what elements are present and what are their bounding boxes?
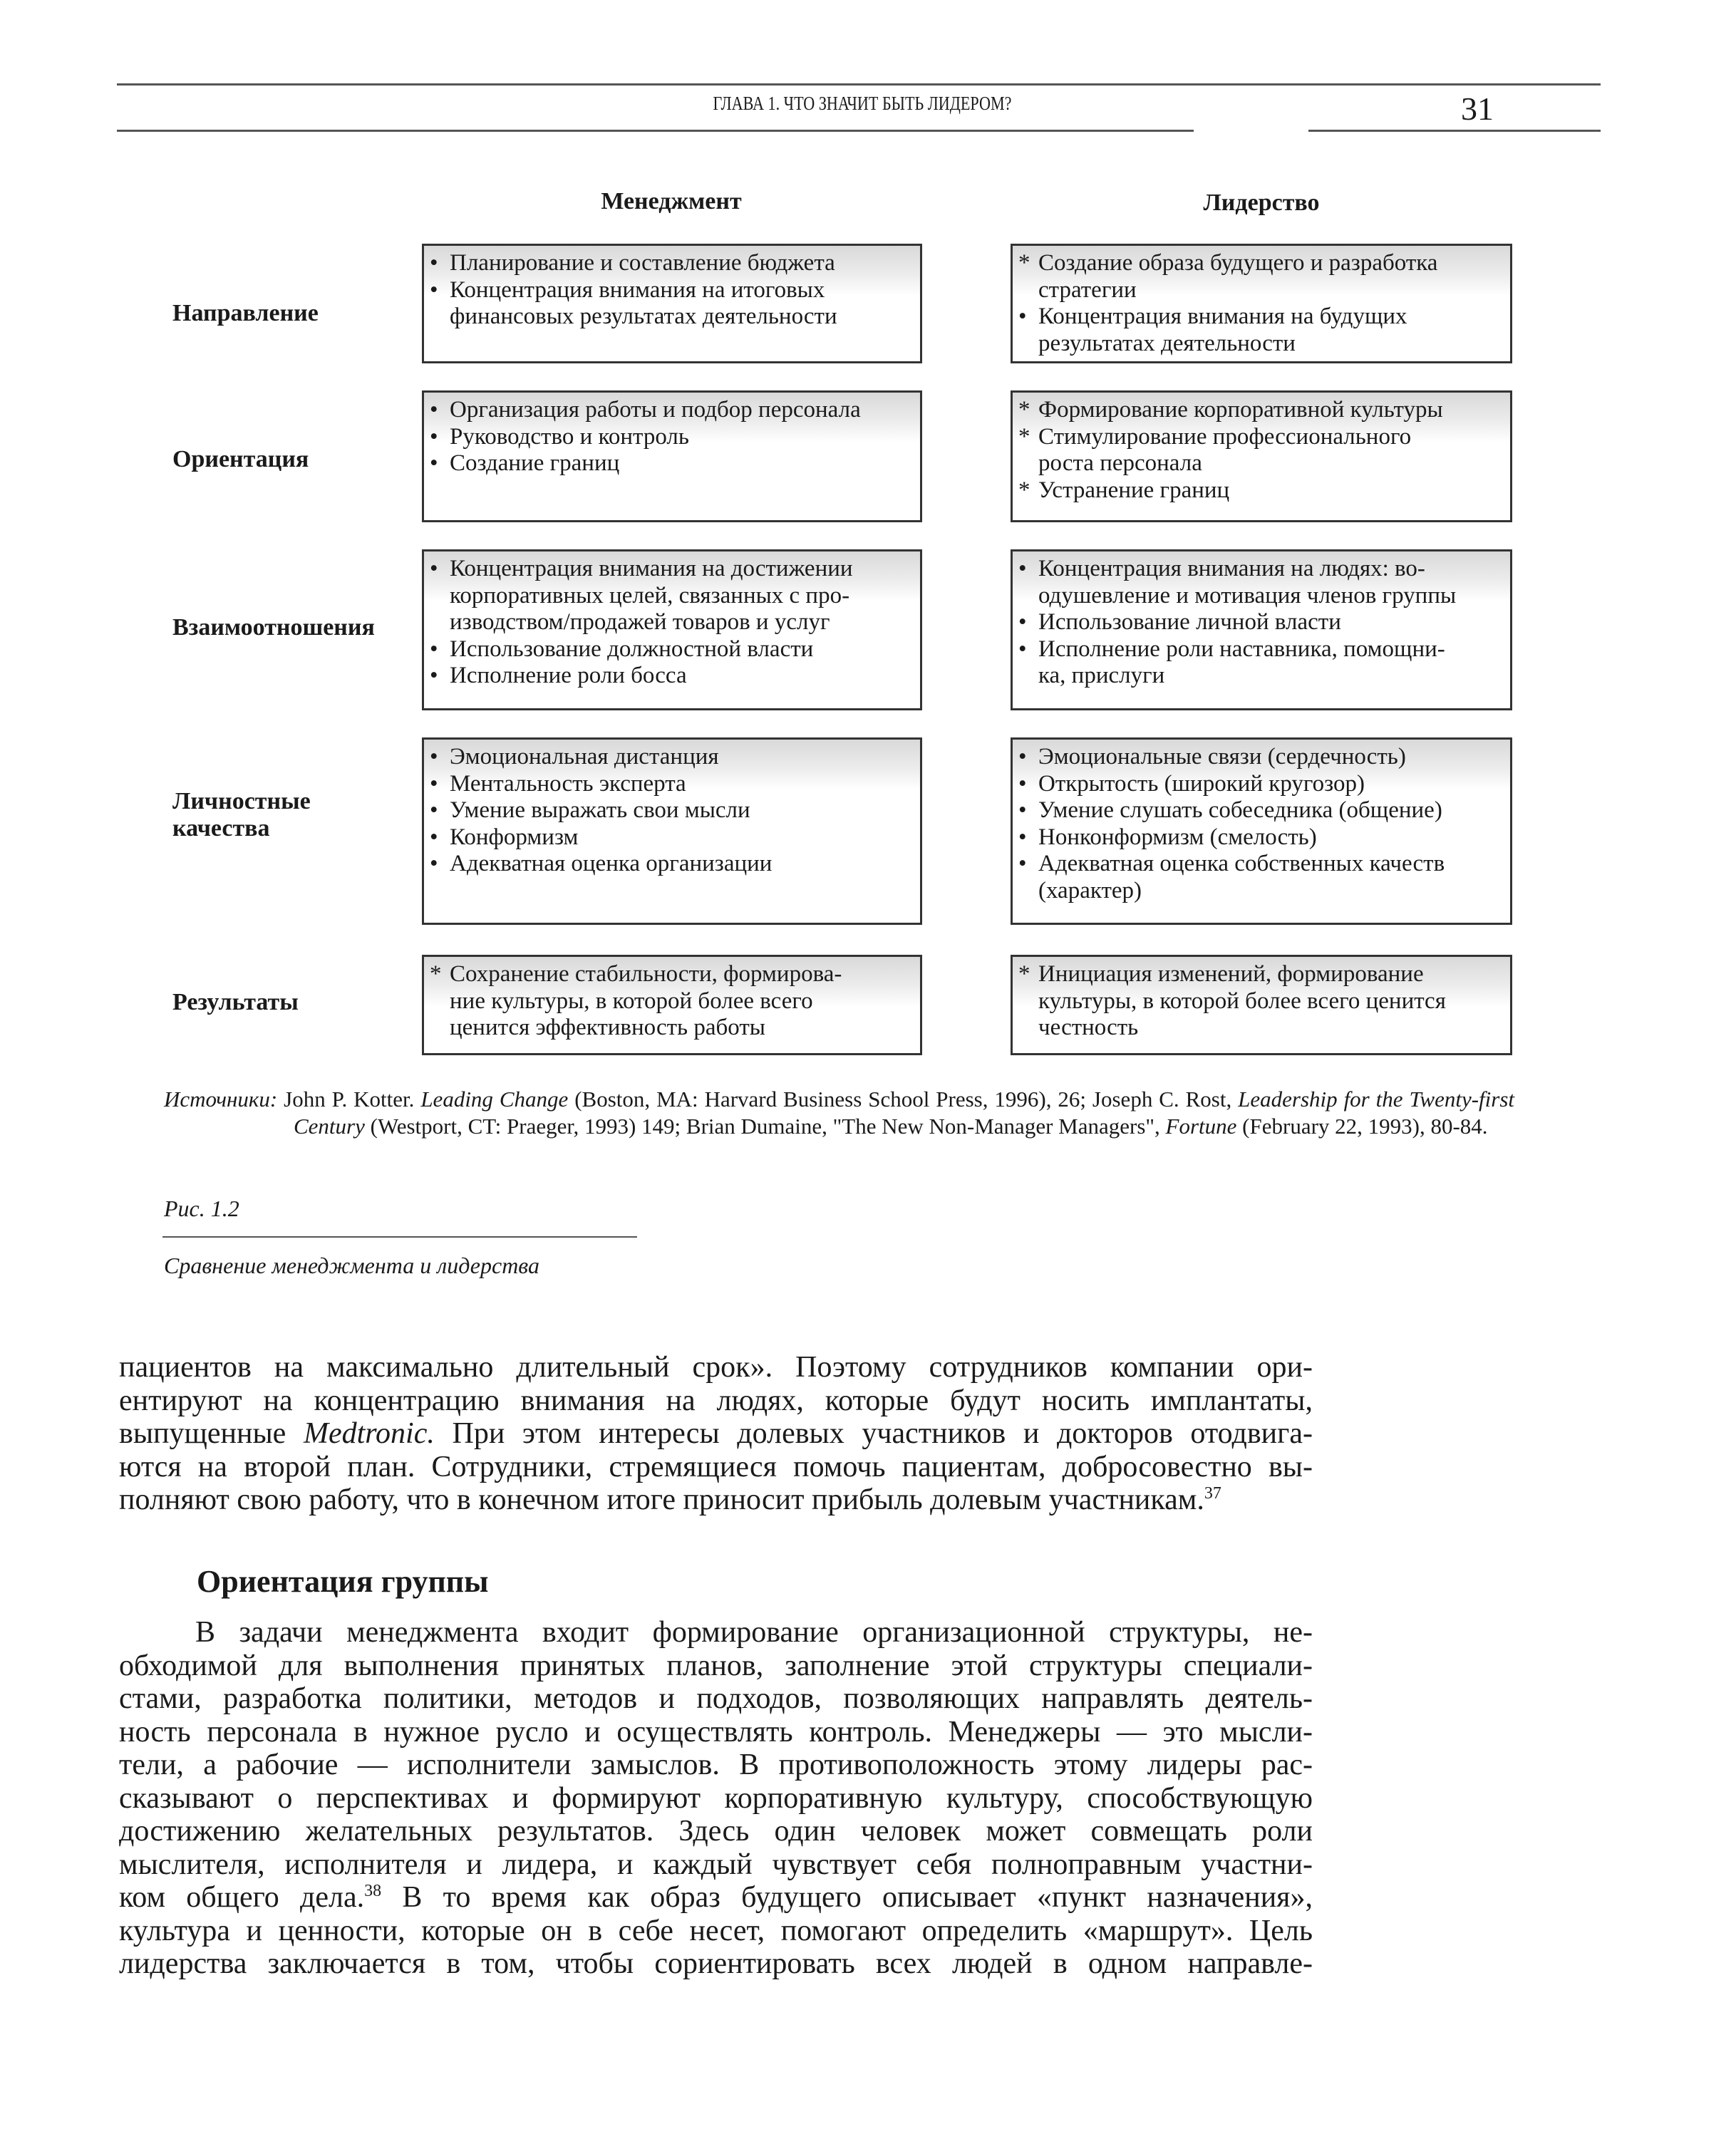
box-line-text: ка, прислуги [1038,663,1165,688]
text-line [119,1351,1313,1384]
text-segment: мыслителя, исполнителя и лидера, и каждый чувствует себя полноправным участни- [119,1848,1313,1881]
management-box [422,549,922,710]
box-line [430,961,914,988]
bullet-marker: • [1018,556,1027,581]
bullet-marker: • [1018,824,1027,850]
bullet-marker: • [430,397,438,423]
sources-label: Источники: [164,1087,278,1112]
sources-title: Leadership for the Twenty-first Century [294,1087,1515,1139]
box-line [430,824,914,851]
box-line [430,771,914,798]
box-line [430,250,914,277]
box-line [1018,988,1504,1015]
text-segment: достижению желательных результатов. Здесь один человек может совмещать роли [119,1815,1313,1848]
asterisk-marker: * [1018,961,1030,987]
row-label: Результаты [172,989,299,1015]
bullet-marker: • [1018,770,1027,797]
text-segment: Medtronic. [303,1417,435,1450]
text-segment: лидерства заключается в том, чтобы сориентировать всех людей в одном направле- [119,1947,1313,1980]
text-line [119,1649,1313,1683]
box-line [430,556,914,583]
box-line-text: (характер) [1038,877,1142,903]
row-label: Направление [172,300,319,326]
column-header-management: Менеджмент [601,188,742,214]
header-top-rule [117,83,1601,86]
text-segment: ются на второй план. Сотрудники, стремящиеся помочь пациентам, добросовестно вы- [119,1450,1313,1483]
text-segment: тели, а рабочие — исполнители замыслов. В противоположность этому лидеры рас- [119,1749,1313,1781]
sources-note [164,1086,1514,1140]
running-header: ГЛАВА 1. ЧТО ЗНАЧИТ БЫТЬ ЛИДЕРОМ? [713,93,1012,114]
bullet-marker: • [1018,851,1027,876]
asterisk-marker: * [1018,397,1030,423]
page-number: 31 [1461,90,1494,127]
row-label: Ориентация [172,446,309,472]
box-line [1018,331,1504,358]
text-line [119,1716,1313,1749]
bullet-marker: • [1018,609,1027,635]
bullet-marker: • [430,824,438,850]
box-line [1018,250,1504,277]
bullet-marker: • [430,276,438,303]
box-line-text: Руководство и контроль [450,423,689,450]
header-bottom-rule-right [1308,130,1601,132]
box-line-text: Сохранение стабильности, формирова- [450,961,842,987]
box-line-text: изводством/продажей товаров и услуг [450,609,830,635]
bullet-marker [1018,450,1038,477]
bullet-marker: • [430,450,438,476]
bullet-marker [430,1015,450,1042]
bullet-marker [1018,277,1038,304]
caption-rule [162,1236,637,1238]
box-line-text: Инициация изменений, формирование [1038,961,1424,987]
box-line [1018,771,1504,798]
bullet-marker: • [1018,744,1027,770]
box-line-text: Использование личной власти [1038,609,1341,635]
box-line-text: стратегии [1038,276,1137,303]
row-label: Взаимоотношения [172,614,375,641]
box-line-text: финансовых результатах деятельности [450,304,837,329]
text-segment: полняют свою работу, что в конечном итоге приносит прибыль долевым участникам. [119,1483,1204,1516]
box-line-text: ние культуры, в которой более всего [450,988,813,1014]
box-line [430,988,914,1015]
text-line [119,1616,1313,1649]
box-line [430,797,914,824]
box-line-text: Использование должностной власти [450,636,814,662]
box-line [1018,477,1504,504]
box-line-text: Создание образа будущего и разработка [1038,250,1438,276]
column-header-leadership: Лидерство [1203,190,1320,216]
box-line [1018,583,1504,610]
box-line [430,424,914,451]
leadership-box [1011,955,1512,1055]
row-label: Личностные качества [172,788,311,841]
section-heading: Ориентация группы [197,1564,489,1599]
asterisk-marker: * [430,961,442,987]
bullet-marker: • [430,250,438,276]
bullet-marker [430,609,450,636]
text-segment: ность персонала в нужное русло и осуществлять контроль. Менеджеры — это мысли- [119,1715,1313,1749]
leadership-box [1011,390,1512,522]
sources-title: Leading Change [420,1087,569,1112]
box-line-text: корпоративных целей, связанных с про- [450,582,850,608]
bullet-marker [1018,663,1038,690]
footnote-ref: 38 [364,1882,382,1900]
bullet-marker: • [1018,797,1027,823]
text-segment: ентируют на концентрацию внимания на людях, которые будут носить имплантаты, [119,1384,1313,1417]
bullet-marker: • [430,663,438,688]
bullet-marker [1018,988,1038,1015]
figure-number: Рис. 1.2 [164,1196,239,1221]
bullet-marker [1018,331,1038,358]
text-line [119,1749,1313,1782]
bullet-marker: • [1018,304,1027,329]
bullet-marker [1018,1015,1038,1042]
text-segment: культура и ценности, которые он в себе несет, помогают определить «маршрут». Цель [119,1914,1313,1947]
box-line-text: Устранение границ [1038,477,1230,503]
text-segment: стами, разработка политики, методов и подходов, позволяющих направлять деятель- [119,1682,1313,1715]
management-box [422,737,922,925]
box-line-text: Адекватная оценка собственных качеств [1038,851,1445,876]
text-segment: В задачи менеджмента входит формирование организационной структуры, не- [195,1616,1313,1649]
sources-text: John P. Kotter. [277,1087,421,1112]
box-line [1018,1015,1504,1042]
bullet-marker [1018,878,1038,905]
bullet-marker [430,988,450,1015]
asterisk-marker: * [1018,477,1030,503]
box-line [1018,636,1504,663]
bullet-marker [430,583,450,610]
box-line [1018,556,1504,583]
text-line [119,1848,1313,1882]
text-line [119,1417,1313,1451]
bullet-marker: • [430,851,438,876]
box-line-text: Умение слушать собеседника (общение) [1038,797,1442,823]
box-line-text: честность [1038,1015,1139,1040]
management-box [422,244,922,363]
bullet-marker: • [1018,636,1027,662]
box-line-text: Планирование и составление бюджета [450,250,835,276]
figure-caption: Сравнение менеджмента и лидерства [164,1253,539,1278]
box-line-text: роста персонала [1038,450,1202,476]
box-line [1018,878,1504,905]
box-line-text: Адекватная оценка организации [450,851,773,876]
box-line [430,450,914,477]
box-line [1018,851,1504,878]
box-line [1018,424,1504,451]
text-line [119,1682,1313,1716]
box-line-text: одушевление и мотивация членов группы [1038,582,1457,608]
bullet-marker: • [430,744,438,770]
text-segment: обходимой для выполнения принятых планов, заполнение этой структуры специали- [119,1649,1313,1682]
bullet-marker: • [430,556,438,581]
box-line-text: Конформизм [450,824,579,850]
box-line [1018,797,1504,824]
text-line [119,1384,1313,1418]
management-box [422,390,922,522]
text-line [119,1947,1313,1981]
body-paragraph-1 [119,1351,1313,1517]
leadership-box [1011,737,1512,925]
box-line-text: Открытость (широкий кругозор) [1038,770,1365,797]
box-line-text: культуры, в которой более всего ценится [1038,988,1446,1014]
asterisk-marker: * [1018,423,1030,450]
box-line-text: Формирование корпоративной культуры [1038,397,1443,423]
box-line [430,609,914,636]
management-box [422,955,922,1055]
box-line [1018,277,1504,304]
text-segment: выпущенные [119,1417,304,1450]
box-line-text: Ментальность эксперта [450,770,686,797]
box-line [430,397,914,424]
text-line [119,1881,1313,1915]
box-line [1018,397,1504,424]
body-paragraph-2 [119,1616,1313,1981]
text-segment: пациентов на максимально длительный срок». Поэтому сотрудников компании ори- [119,1351,1313,1384]
leadership-box [1011,549,1512,710]
box-line [430,663,914,690]
box-line [430,636,914,663]
sources-text: (February 22, 1993), 80-84. [1236,1114,1488,1139]
box-line [1018,663,1504,690]
bullet-marker: • [430,770,438,797]
text-line [119,1782,1313,1815]
sources-text: (Westport, CT: Praeger, 1993) 149; Brian Dumaine, "The New Non-Manager Managers", [364,1114,1166,1139]
box-line-text: ценится эффективность работы [450,1015,765,1040]
box-line [430,1015,914,1042]
box-line-text: Концентрация внимания на будущих [1038,304,1407,329]
text-segment: ком общего дела. [119,1881,365,1914]
text-line [119,1451,1313,1484]
text-segment: В то время как образ будущего описывает «пункт назначения», [381,1881,1313,1914]
box-line-text: Создание границ [450,450,620,476]
box-line [1018,304,1504,331]
box-line [1018,824,1504,851]
box-line-text: Умение выражать свои мысли [450,797,750,823]
bullet-marker: • [430,636,438,662]
box-line [430,583,914,610]
box-line [1018,450,1504,477]
box-line-text: Исполнение роли наставника, помощни- [1038,636,1445,662]
bullet-marker [430,304,450,331]
text-line [119,1915,1313,1948]
box-line-text: Эмоциональная дистанция [450,744,719,770]
box-line-text: Стимулирование профессионального [1038,423,1412,450]
text-segment: При этом интересы долевых участников и докторов отодвига- [434,1417,1313,1450]
bullet-marker [1018,583,1038,610]
header-bottom-rule-left [117,130,1194,132]
asterisk-marker: * [1018,250,1030,276]
box-line [1018,744,1504,771]
box-line-text: результатах деятельности [1038,330,1296,356]
box-line-text: Нонконформизм (смелость) [1038,824,1317,850]
box-line-text: Концентрация внимания на достижении [450,556,853,581]
box-line [1018,609,1504,636]
box-line [430,851,914,878]
box-line-text: Организация работы и подбор персонала [450,397,861,423]
sources-title: Fortune [1165,1114,1237,1139]
leadership-box [1011,244,1512,363]
bullet-marker: • [430,797,438,823]
box-line-text: Исполнение роли босса [450,663,687,688]
box-line [430,304,914,331]
text-line [119,1815,1313,1848]
box-line-text: Концентрация внимания на итоговых [450,276,825,303]
sources-text: (Boston, MA: Harvard Business School Press, 1996), 26; Joseph C. Rost, [568,1087,1239,1112]
bullet-marker: • [430,423,438,450]
box-line-text: Эмоциональные связи (сердечность) [1038,744,1406,770]
box-line [1018,961,1504,988]
text-line [119,1483,1313,1517]
box-line [430,744,914,771]
box-line-text: Концентрация внимания на людях: во- [1038,556,1425,581]
text-segment: сказывают о перспективах и формируют корпоративную культуру, способствующую [119,1781,1313,1815]
footnote-ref: 37 [1204,1484,1221,1503]
box-line [430,277,914,304]
